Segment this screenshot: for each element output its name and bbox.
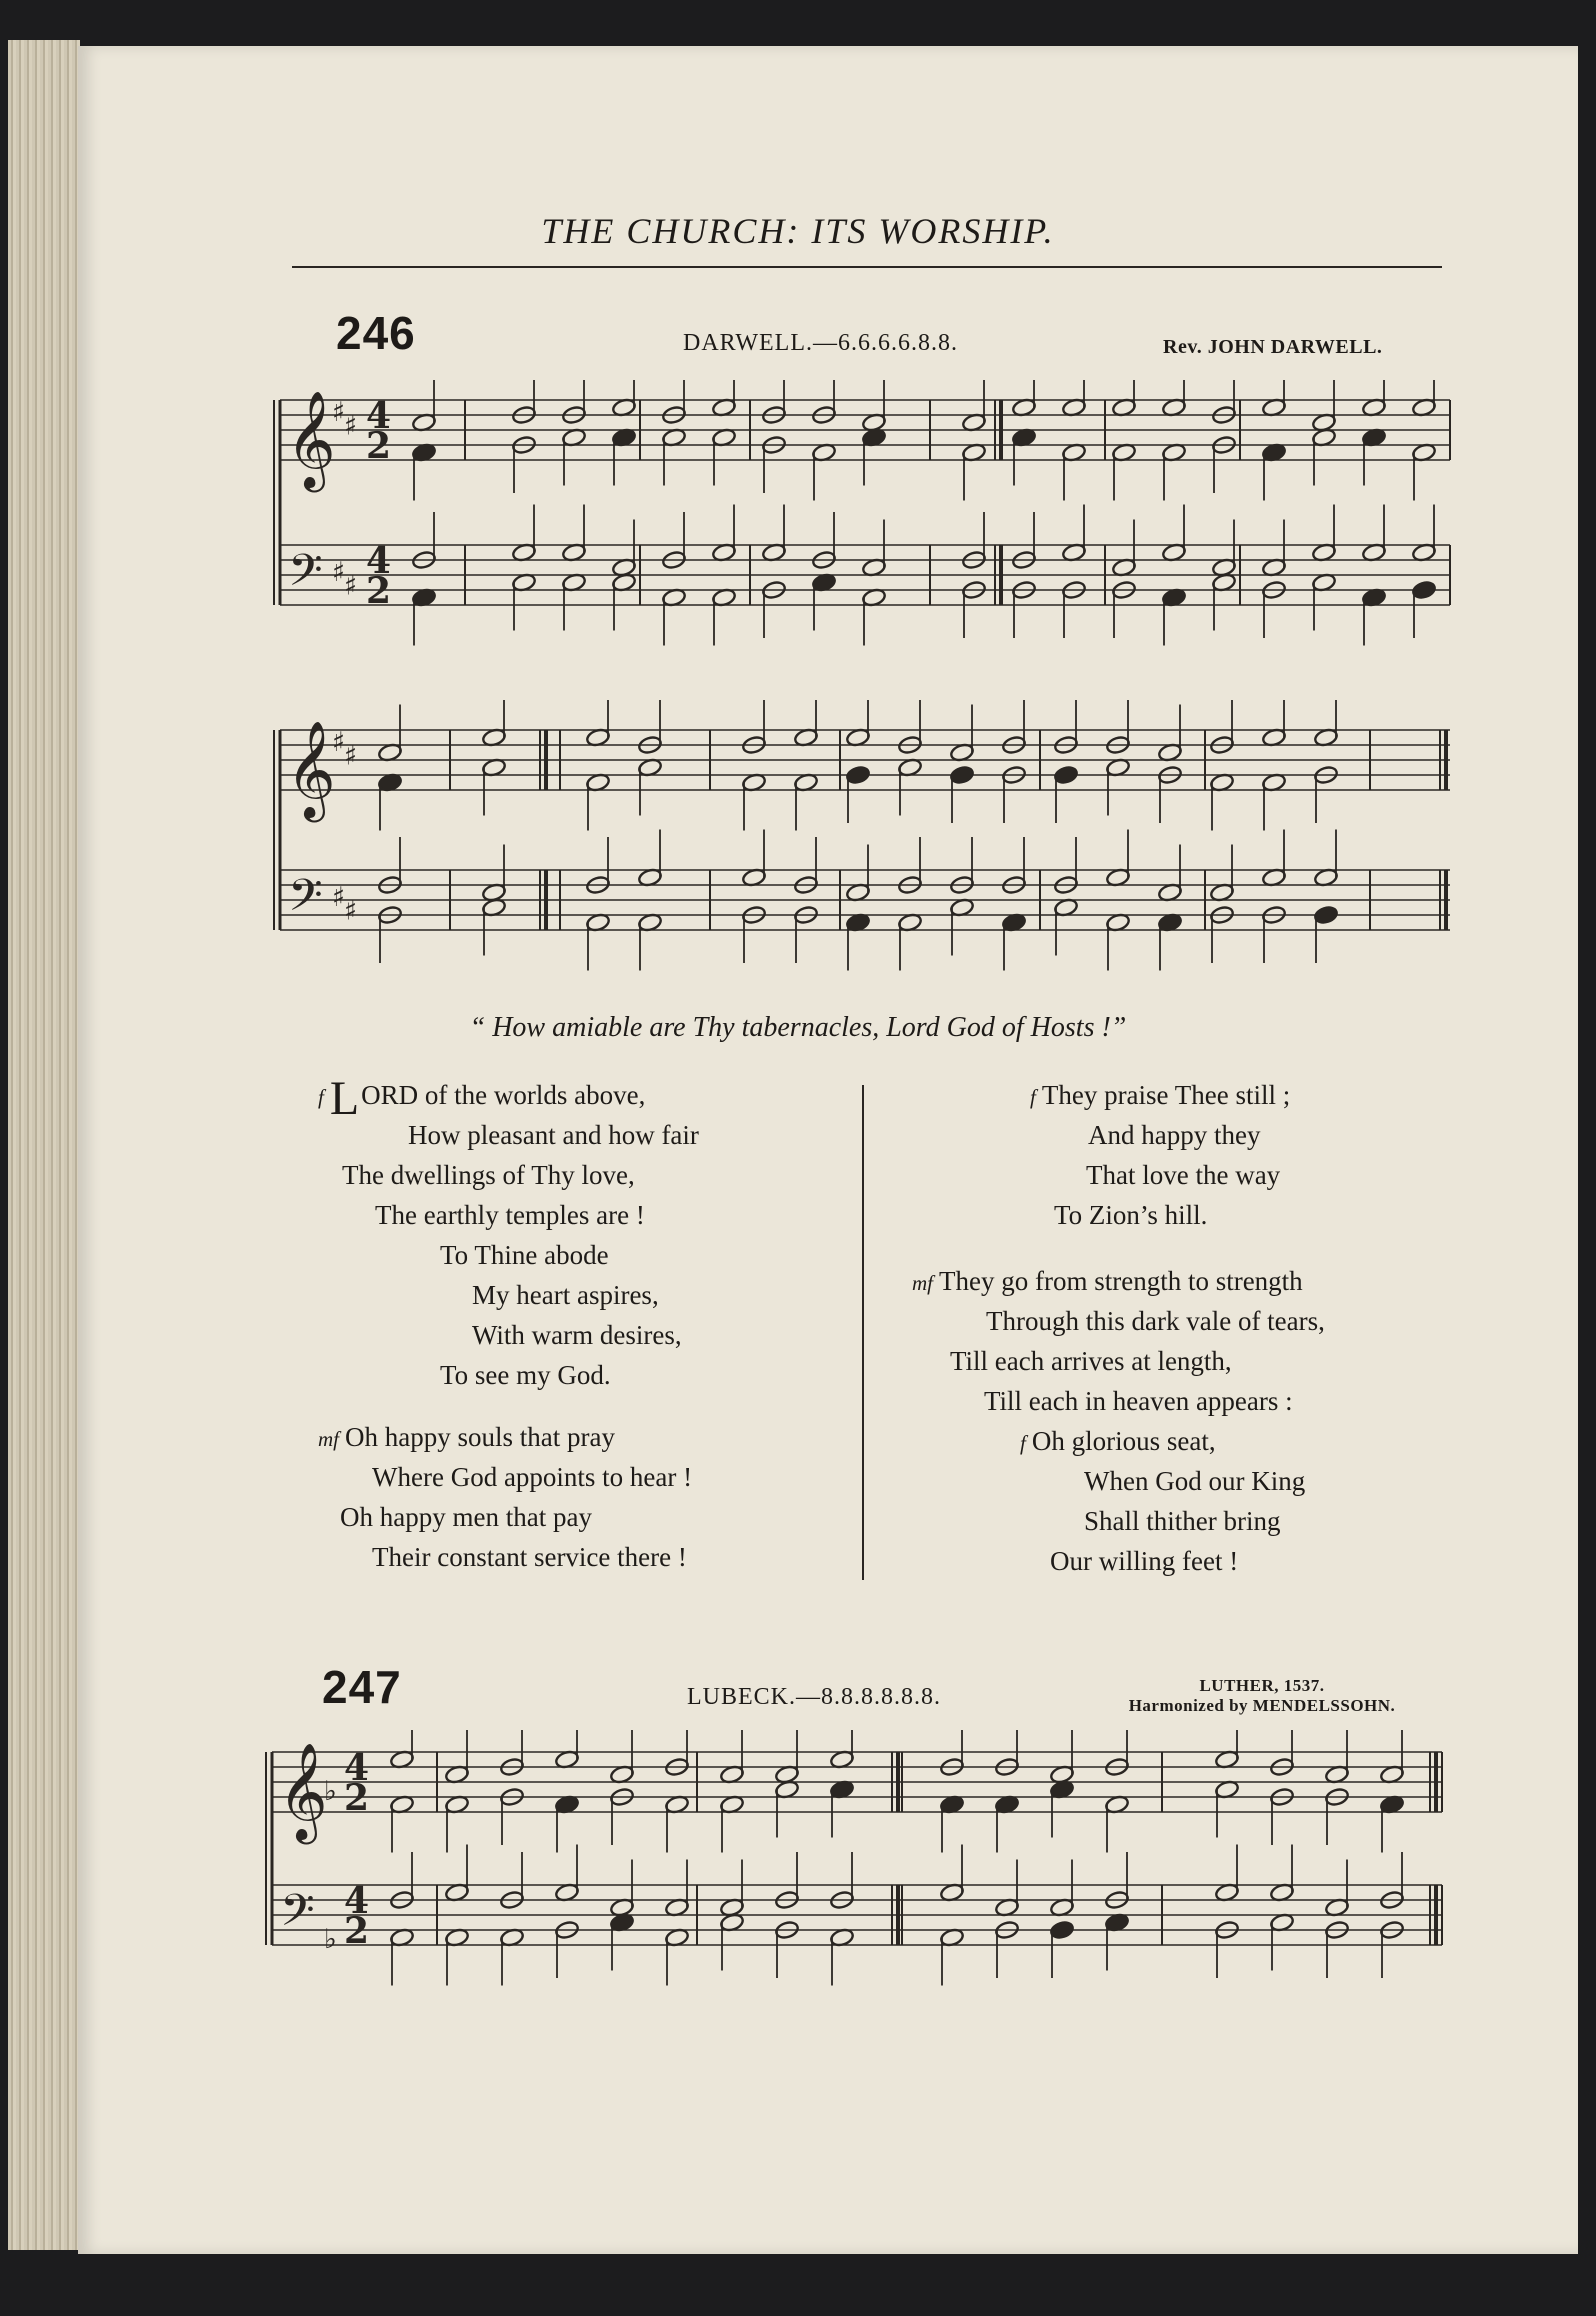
verse-line [408,1120,699,1151]
hymn-number-246: 246 [336,307,416,359]
dynamic-marking: f [1030,1085,1036,1109]
sharp-sign: ♯ [344,410,358,442]
verse-text: To Zion’s hill. [1054,1200,1208,1230]
tune-title-darwell: DARWELL.—6.6.6.6.8.8. [683,330,958,356]
verse-line [472,1320,682,1351]
hymn-number-247: 247 [322,1661,402,1713]
verse-text: That love the way [1086,1160,1281,1190]
verse-line [375,1200,645,1231]
verse-text: How pleasant and how fair [408,1120,699,1150]
treble-clef: 𝄞 [286,720,336,818]
hymn-epigraph: “ How amiable are Thy tabernacles, Lord God of Hosts !” [469,1012,1127,1043]
verse-text: The earthly temples are ! [375,1200,645,1230]
sharp-sign: ♯ [332,727,346,758]
verse-line [950,1346,1232,1377]
composer-lubeck [1092,1676,1432,1716]
verse-text: To Thine abode [440,1240,609,1270]
verse-line [440,1240,609,1271]
verse-line [1054,1200,1207,1231]
music-system-1 [270,380,1460,665]
dynamic-marking: f [1020,1431,1026,1455]
verse-text: Our willing feet ! [1050,1546,1239,1576]
sharp-sign: ♯ [344,740,358,772]
sharp-sign: ♯ [332,397,346,428]
note-head [1411,580,1436,600]
note-head [845,765,870,785]
treble-time-sig-top: 4 [344,1747,370,1789]
note-head [1049,1920,1074,1940]
composer-lubeck-line1: LUTHER, 1537. [1199,1676,1325,1695]
dynamic-marking: mf [912,1271,933,1295]
verse-text: Where God appoints to hear ! [372,1462,693,1492]
dynamic-marking: mf [318,1427,339,1451]
verse-text: Till each arrives at length, [950,1346,1232,1376]
verse-line [440,1360,611,1391]
note-head [1053,765,1078,785]
verse-line [372,1462,692,1493]
verse-text: Till each in heaven appears : [984,1386,1293,1416]
verse-text: They go from strength to strength [939,1266,1303,1296]
verse-line [1088,1120,1260,1151]
tune-title-lubeck: LUBECK.—8.8.8.8.8.8. [687,1684,941,1710]
verse-line [318,1422,615,1453]
treble-time-sig-bottom: 2 [344,1777,370,1819]
flat-sign: ♭ [324,1776,337,1807]
verse-text: Shall thither bring [1084,1506,1281,1536]
verse-text: With warm desires, [472,1320,682,1350]
music-system-3 [262,1730,1462,1995]
note-head [1313,905,1338,925]
dynamic-marking: f [318,1085,324,1109]
bass-clef: 𝄢 [288,869,323,932]
verse-text: They praise Thee still ; [1041,1080,1291,1110]
verse-line [1084,1466,1305,1497]
bass-clef: 𝄢 [288,544,323,607]
book-page-edges [8,40,80,2250]
treble-time-sig-bottom: 2 [366,425,392,467]
verse-text: Through this dark vale of tears, [986,1306,1325,1336]
column-divider [862,1085,864,1580]
sharp-sign: ♯ [344,895,358,927]
bass-time-sig-bottom: 2 [366,570,392,612]
verse-text: When God our King [1084,1466,1306,1496]
verse-line [318,1072,646,1125]
verse-line [912,1266,1303,1297]
verse-line [342,1160,635,1191]
composer-lubeck-line2: Harmonized by MENDELSSOHN. [1128,1696,1396,1715]
verse-text: Oh happy souls that pray [345,1422,615,1452]
treble-time-sig-top: 4 [366,395,392,437]
verse-text: And happy they [1088,1120,1261,1150]
verse-line [984,1386,1293,1417]
verse-line [340,1502,592,1533]
bass-time-sig-top: 4 [344,1880,370,1922]
verse-line [1050,1546,1238,1577]
bass-time-sig-bottom: 2 [344,1910,370,1952]
drop-cap: L [329,1072,360,1125]
verse-text: To see my God. [440,1360,611,1390]
verse-line [1084,1506,1280,1537]
bass-time-sig-top: 4 [366,540,392,582]
verse-text: Oh happy men that pay [340,1502,592,1532]
verse-text: The dwellings of Thy love, [342,1160,635,1190]
bass-clef: 𝄢 [280,1884,315,1947]
verse-text: My heart aspires, [472,1280,659,1310]
note-head [949,765,974,785]
sharp-sign: ♯ [332,882,346,913]
verse-line [1086,1160,1280,1191]
verse-line [372,1542,687,1573]
treble-clef: 𝄞 [286,390,336,488]
verse-text: Their constant service there ! [372,1542,687,1572]
verse-text: Oh glorious seat, [1031,1426,1216,1456]
sharp-sign: ♯ [344,570,358,602]
flat-sign: ♭ [324,1924,337,1955]
music-system-2 [270,700,1460,985]
running-head: THE CHURCH: ITS WORSHIP. [541,211,1055,251]
verse-line [472,1280,659,1311]
verse-line [986,1306,1325,1337]
treble-clef: 𝄞 [278,1742,328,1840]
sharp-sign: ♯ [332,557,346,588]
verse-line [1020,1426,1216,1457]
verse-text: ORD of the worlds above, [361,1080,646,1110]
verse-line [1030,1080,1290,1111]
composer-darwell: Rev. JOHN DARWELL. [1163,336,1383,358]
header-rule [292,266,1442,268]
